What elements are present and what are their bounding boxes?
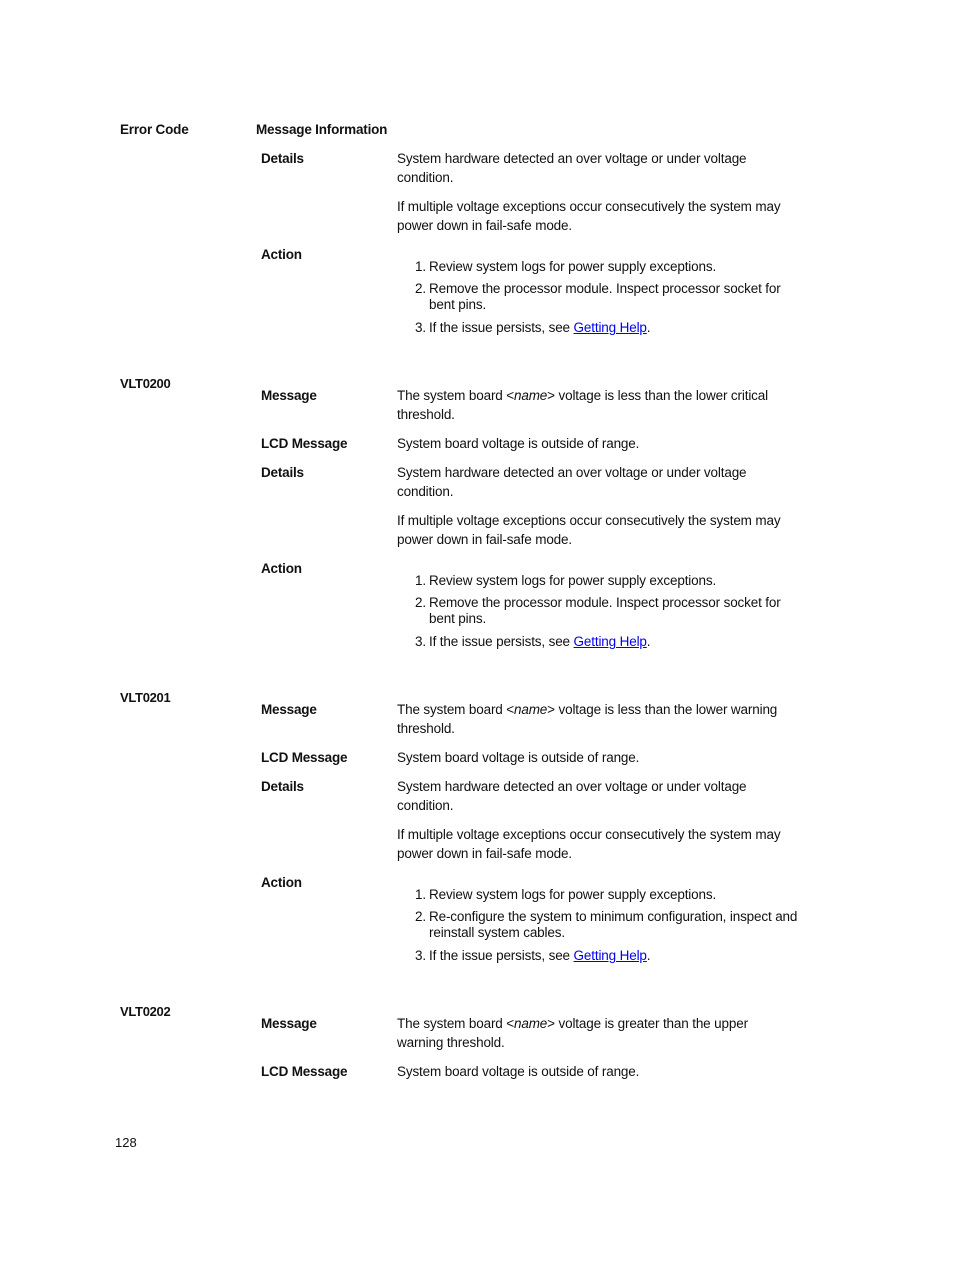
label-message: Message (261, 702, 317, 717)
message-text: The system board <name> voltage is less than the lower warning threshold. (397, 702, 778, 736)
getting-help-link[interactable]: Getting Help (573, 634, 647, 649)
page-number: 128 (115, 1135, 137, 1150)
message-text: The system board <name> voltage is less than the lower critical threshold. (397, 388, 768, 422)
lcd-message-text: System board voltage is outside of range. (397, 436, 640, 451)
lcd-message-text: System board voltage is outside of range. (397, 1064, 640, 1079)
label-action: Action (261, 875, 302, 890)
label-action: Action (261, 561, 302, 576)
label-lcd-message: LCD Message (261, 436, 348, 451)
message-text: The system board <name> voltage is greater than the upper warning threshold. (397, 1016, 748, 1050)
action-step: 3. If the issue persists, see Getting Help. (415, 634, 651, 649)
details-text: If multiple voltage exceptions occur consecutively the system may power down in fail-safe mode. (397, 827, 781, 861)
action-step: 3. If the issue persists, see Getting Help. (415, 948, 651, 963)
error-code-vlt0200: VLT0200 (120, 376, 171, 391)
label-lcd-message: LCD Message (261, 1064, 348, 1079)
label-details: Details (261, 465, 304, 480)
action-step: 1. Review system logs for power supply exceptions. (415, 887, 717, 902)
label-action: Action (261, 247, 302, 262)
header-message-information: Message Information (256, 122, 388, 137)
action-step: 3. If the issue persists, see Getting Help. (415, 320, 651, 335)
getting-help-link[interactable]: Getting Help (573, 320, 647, 335)
action-step: 1. Review system logs for power supply exceptions. (415, 573, 717, 588)
label-message: Message (261, 388, 317, 403)
details-text: System hardware detected an over voltage or under voltage condition. (397, 779, 747, 813)
action-step: 1. Review system logs for power supply exceptions. (415, 259, 717, 274)
error-code-vlt0202: VLT0202 (120, 1004, 171, 1019)
label-lcd-message: LCD Message (261, 750, 348, 765)
action-step: 2. Remove the processor module. Inspect processor socket for bent pins. (415, 281, 781, 312)
lcd-message-text: System board voltage is outside of range. (397, 750, 640, 765)
action-step: 2. Re-configure the system to minimum configuration, inspect and reinstall system cables. (415, 909, 798, 940)
action-step: 2. Remove the processor module. Inspect processor socket for bent pins. (415, 595, 781, 626)
header-error-code: Error Code (120, 122, 189, 137)
getting-help-link[interactable]: Getting Help (573, 948, 647, 963)
label-details: Details (261, 779, 304, 794)
label-message: Message (261, 1016, 317, 1031)
details-text: System hardware detected an over voltage or under voltage condition. (397, 465, 747, 499)
label-details: Details (261, 151, 304, 166)
details-text: System hardware detected an over voltage or under voltage condition. (397, 151, 747, 185)
details-text: If multiple voltage exceptions occur consecutively the system may power down in fail-safe mode. (397, 513, 781, 547)
details-text: If multiple voltage exceptions occur consecutively the system may power down in fail-safe mode. (397, 199, 781, 233)
error-code-vlt0201: VLT0201 (120, 690, 171, 705)
